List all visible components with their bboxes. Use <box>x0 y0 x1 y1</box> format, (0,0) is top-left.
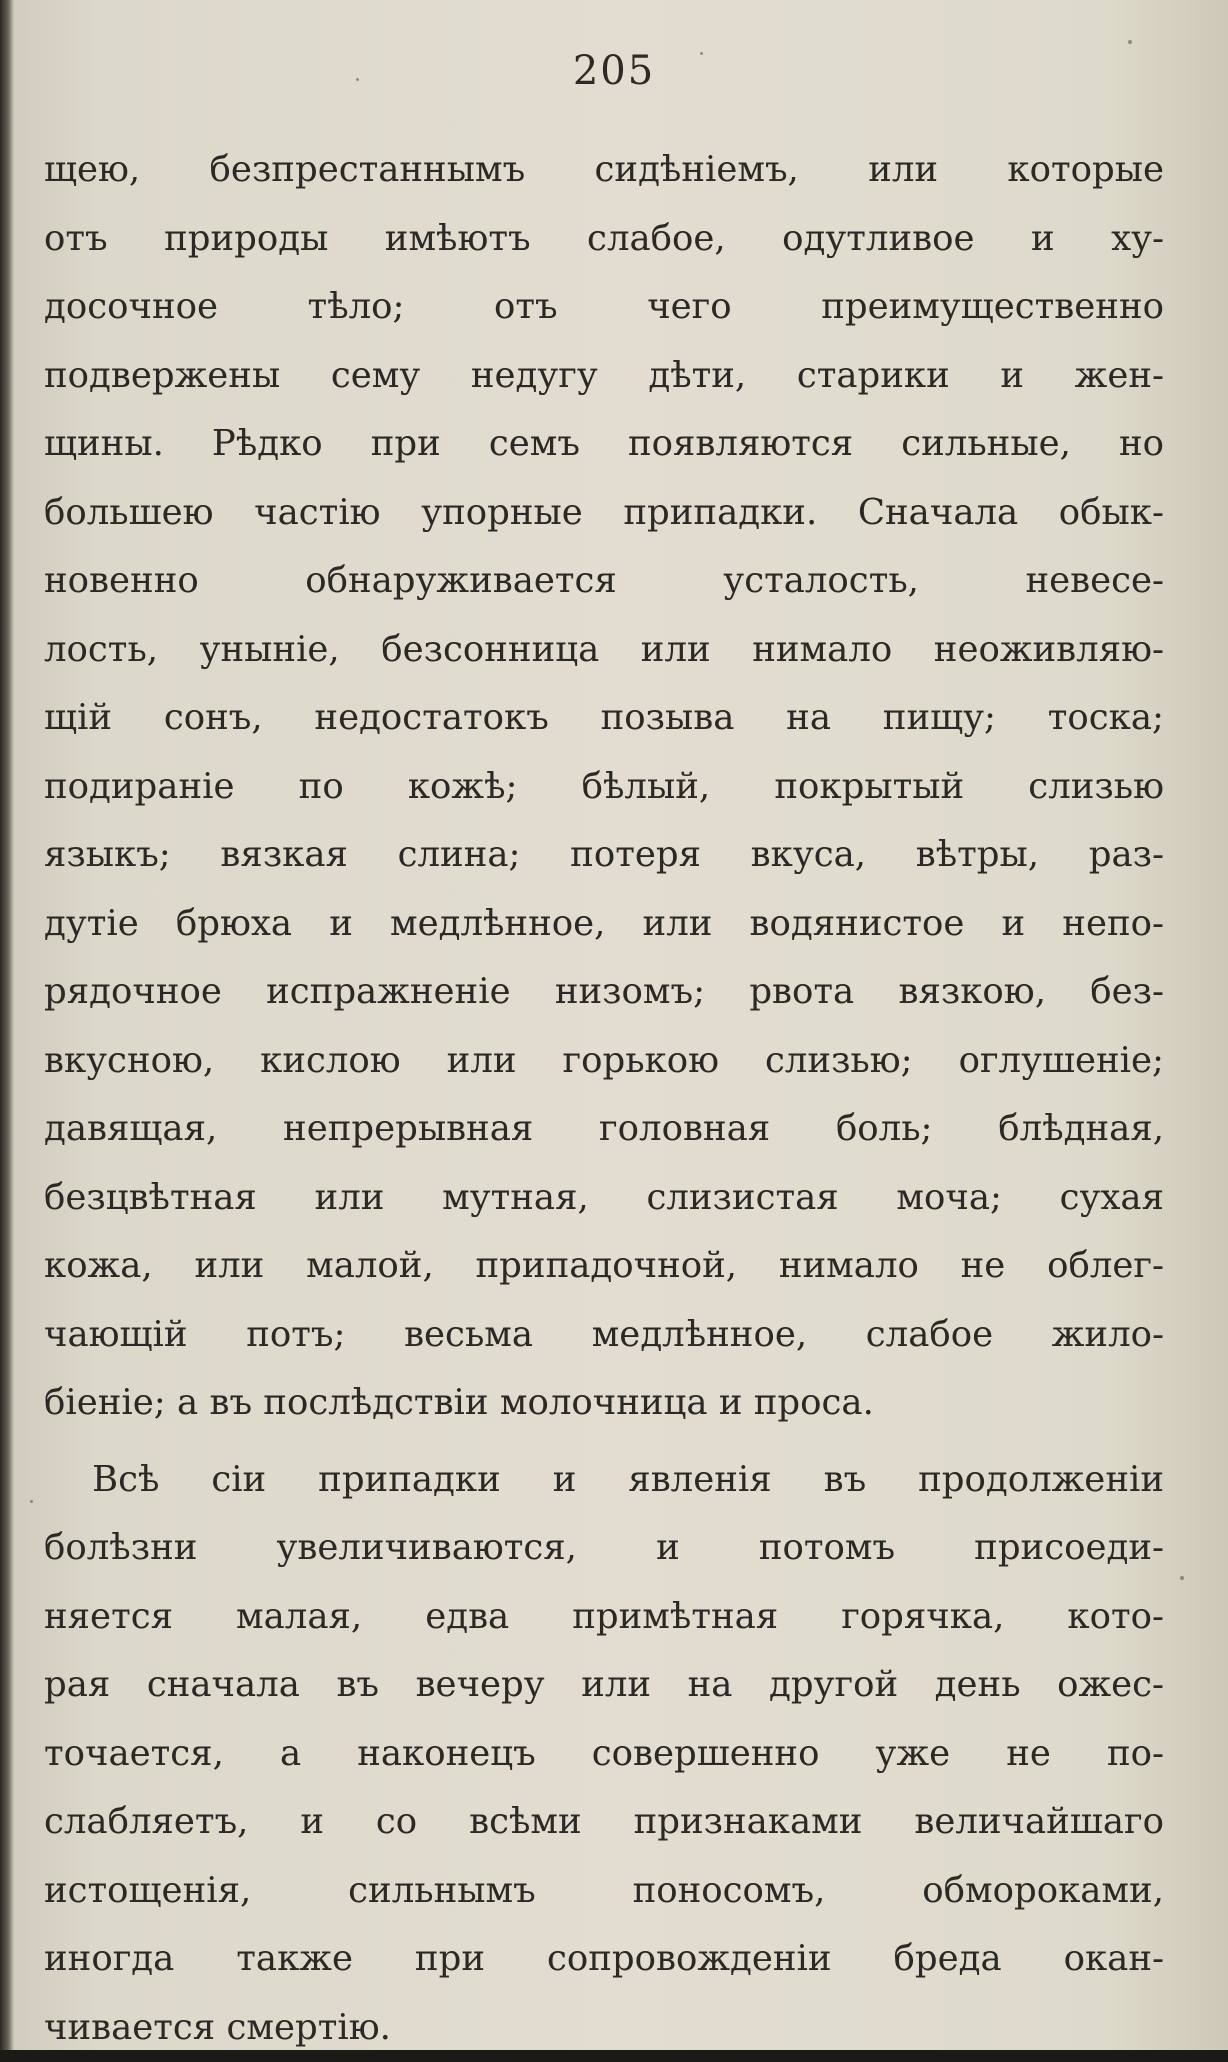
text-line: Всѣ сіи припадки и явленія въ продолженіи <box>44 1446 1164 1515</box>
text-line: языкъ; вязкая слина; потеря вкуса, вѣтры, раз- <box>44 821 1164 890</box>
page-binding-edge <box>0 0 14 2050</box>
paragraph-2 <box>44 1446 1164 2062</box>
paper-speck <box>30 1500 33 1503</box>
text-line: давящая, непрерывная головная боль; блѣдная, <box>44 1095 1164 1164</box>
paragraph-1 <box>44 136 1164 1438</box>
paper-speck <box>356 78 359 81</box>
paragraph-gap <box>44 1438 1164 1446</box>
text-line: вкусною, кислою или горькою слизью; оглушеніе; <box>44 1027 1164 1096</box>
text-line: дутіе брюха и медлѣнное, или водянистое и непо- <box>44 890 1164 959</box>
text-line: щій сонъ, недостатокъ позыва на пищу; тоска; <box>44 684 1164 753</box>
text-line: болѣзни увеличиваются, и потомъ присоеди- <box>44 1514 1164 1583</box>
page-text <box>44 136 1164 2062</box>
text-line: новенно обнаруживается усталость, невесе- <box>44 547 1164 616</box>
text-line: большею частію упорные припадки. Сначала обык- <box>44 479 1164 548</box>
text-line: точается, а наконецъ совершенно уже не по- <box>44 1720 1164 1789</box>
text-line: рая сначала въ вечеру или на другой день ожес- <box>44 1651 1164 1720</box>
text-line: досочное тѣло; отъ чего преимущественно <box>44 273 1164 342</box>
page-number: 205 <box>0 48 1228 94</box>
text-line: слабляетъ, и со всѣми признаками величайшаго <box>44 1788 1164 1857</box>
text-line: безцвѣтная или мутная, слизистая моча; сухая <box>44 1164 1164 1233</box>
text-line: щины. Рѣдко при семъ появляются сильные, но <box>44 410 1164 479</box>
text-line: отъ природы имѣютъ слабое, одутливое и ху- <box>44 205 1164 274</box>
paper-speck <box>700 52 703 55</box>
text-line: чивается смертію. <box>44 1994 1164 2062</box>
text-line: лость, уныніе, безсонница или нимало неоживляю- <box>44 616 1164 685</box>
text-line: иногда также при сопровожденіи бреда окан- <box>44 1925 1164 1994</box>
paper-speck <box>1128 40 1132 44</box>
paper-speck <box>1180 1576 1184 1580</box>
text-line: подвержены сему недугу дѣти, старики и жен- <box>44 342 1164 411</box>
text-line: подираніе по кожѣ; бѣлый, покрытый слизью <box>44 753 1164 822</box>
text-line: истощенія, сильнымъ поносомъ, обмороками, <box>44 1857 1164 1926</box>
text-line: няется малая, едва примѣтная горячка, кото- <box>44 1583 1164 1652</box>
text-line: щею, безпрестаннымъ сидѣніемъ, или которые <box>44 136 1164 205</box>
text-line: біеніе; а въ послѣдствіи молочница и проса. <box>44 1369 1164 1438</box>
text-line: чающій потъ; весьма медлѣнное, слабое жило- <box>44 1301 1164 1370</box>
text-line: рядочное испражненіе низомъ; рвота вязкою, без- <box>44 958 1164 1027</box>
text-line: кожа, или малой, припадочной, нимало не облег- <box>44 1232 1164 1301</box>
